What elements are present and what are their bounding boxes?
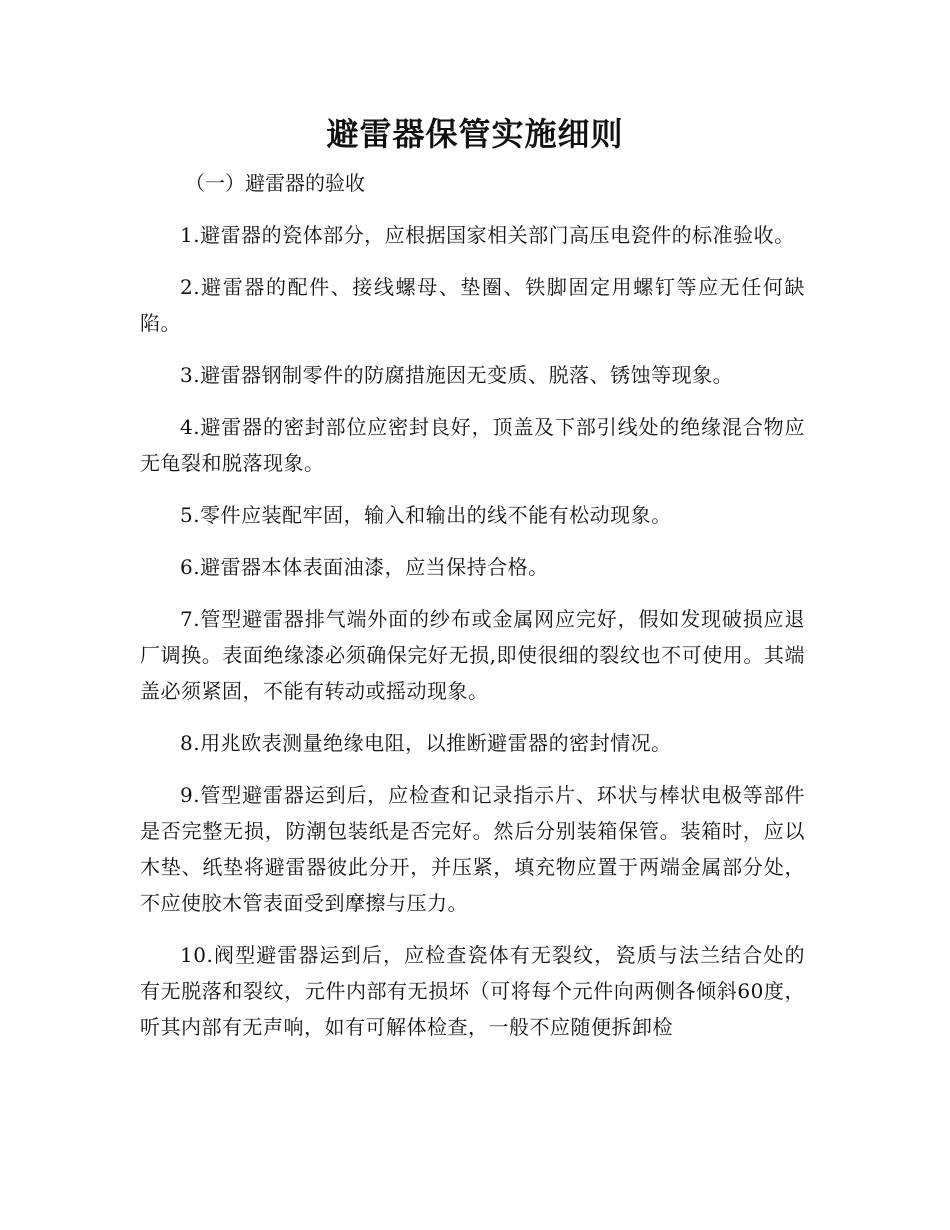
paragraph-2: 2.避雷器的配件、接线螺母、垫圈、铁脚固定用螺钉等应无任何缺陷。: [140, 275, 805, 335]
paragraph-7: 7.管型避雷器排气端外面的纱布或金属网应完好，假如发现破损应退厂调换。表面绝缘漆必须确保完好无损,即使很细的裂纹也不可使用。其端盖必须紧固，不能有转动或摇动现象。: [140, 607, 805, 703]
paragraph-1: 1.避雷器的瓷体部分，应根据国家相关部门高压电瓷件的标准验收。: [180, 223, 795, 247]
paragraph-4: 4.避雷器的密封部位应密封良好，顶盖及下部引线处的绝缘混合物应无龟裂和脱落现象。: [140, 415, 805, 475]
paragraph-9: 9.管型避雷器运到后，应检查和记录指示片、环状与棒状电极等部件是否完整无损，防潮包装纸是否完好。然后分别装箱保管。装箱时，应以木垫、纸垫将避雷器彼此分开，并压紧，填充物应置于两端金属部分处，不应使胶木管表面受到摩擦与压力。: [140, 783, 805, 915]
document-body: [140, 217, 805, 1061]
document-title: 避雷器保管实施细则: [326, 115, 624, 153]
paragraph-5: 5.零件应装配牢固，输入和输出的线不能有松动现象。: [180, 503, 672, 527]
paragraph-10: 10.阀型避雷器运到后，应检查瓷体有无裂纹，瓷质与法兰结合处的有无脱落和裂纹，元件内部有无损坏（可将每个元件向两侧各倾斜60度，听其内部有无声响，如有可解体检查，一般不应随便拆卸检: [140, 943, 805, 1039]
section-heading: （一）避雷器的验收: [185, 171, 365, 195]
paragraph-3: 3.避雷器钢制零件的防腐措施因无变质、脱落、锈蚀等现象。: [180, 363, 734, 387]
paragraph-8: 8.用兆欧表测量绝缘电阻，以推断避雷器的密封情况。: [180, 731, 672, 755]
paragraph-6: 6.避雷器本体表面油漆，应当保持合格。: [180, 555, 549, 579]
